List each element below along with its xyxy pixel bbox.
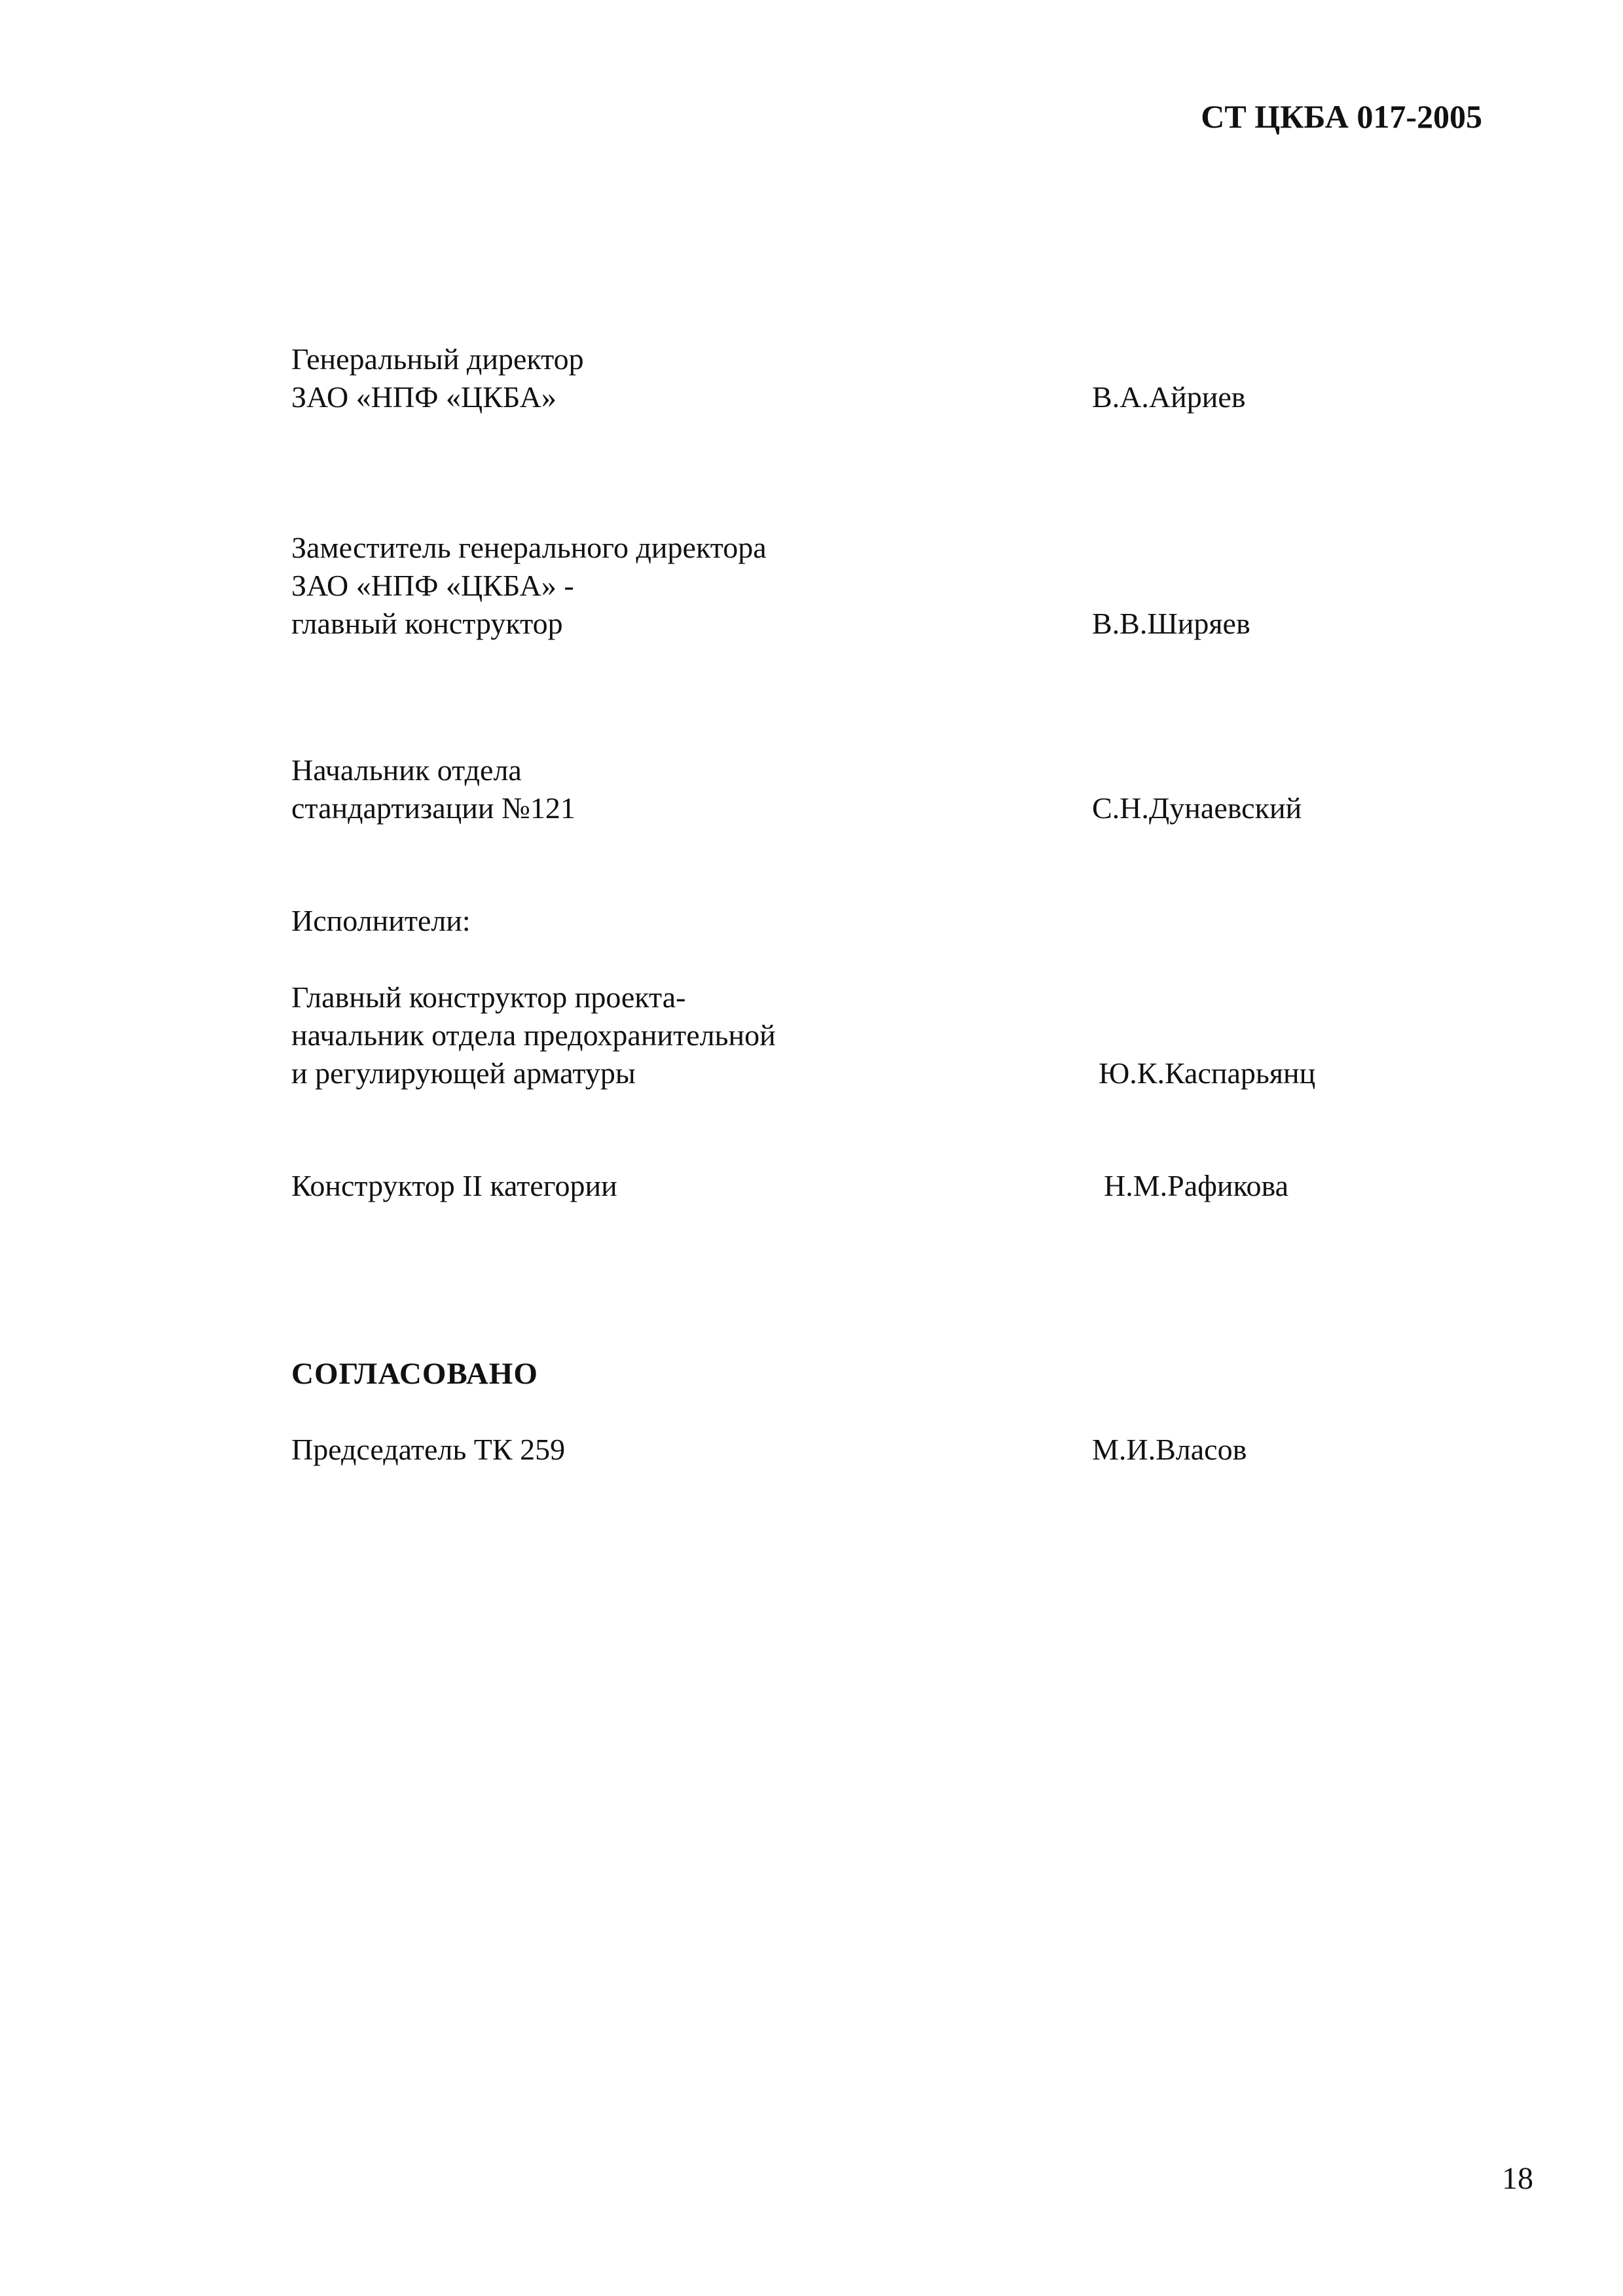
signature-block-general-director <box>291 340 1483 416</box>
executor-name: Н.М.Рафикова <box>1104 1169 1289 1202</box>
approval-heading: СОГЛАСОВАНО <box>291 1357 538 1391</box>
executor-role-line: Конструктор II категории <box>291 1169 617 1202</box>
executor-role-line: Главный конструктор проекта- <box>291 980 686 1014</box>
signature-role-line: Генеральный директор <box>291 342 584 376</box>
signature-role-line: Заместитель генерального директора <box>291 531 767 564</box>
page-number: 18 <box>1502 2161 1533 2196</box>
signature-role-line: Начальник отдела <box>291 753 522 787</box>
signature-role-line: ЗАО «НПФ «ЦКБА» <box>291 380 556 414</box>
executor-role-line: и регулирующей арматуры <box>291 1056 636 1090</box>
signature-block-standardization-head <box>291 751 1483 827</box>
signature-block-deputy-director <box>291 529 1483 643</box>
executor-block-designer <box>291 1167 1483 1205</box>
signature-role-line: стандартизации №121 <box>291 791 575 825</box>
signature-name: В.А.Айриев <box>1092 380 1246 414</box>
executor-name: Ю.К.Каспарьянц <box>1099 1056 1316 1090</box>
signature-name: В.В.Ширяев <box>1092 607 1250 640</box>
executor-role-line: начальник отдела предохранительной <box>291 1018 776 1052</box>
signature-role-line: ЗАО «НПФ «ЦКБА» - <box>291 569 574 602</box>
approval-block <box>291 1431 1483 1469</box>
executors-heading-text: Исполнители: <box>291 904 471 937</box>
document-code: СТ ЦКБА 017-2005 <box>1201 98 1482 135</box>
approval-name: М.И.Власов <box>1092 1433 1247 1466</box>
signature-name: С.Н.Дунаевский <box>1092 791 1302 825</box>
signature-role-line: главный конструктор <box>291 607 563 640</box>
approval-role: Председатель ТК 259 <box>291 1433 566 1466</box>
executors-heading <box>291 902 1483 940</box>
